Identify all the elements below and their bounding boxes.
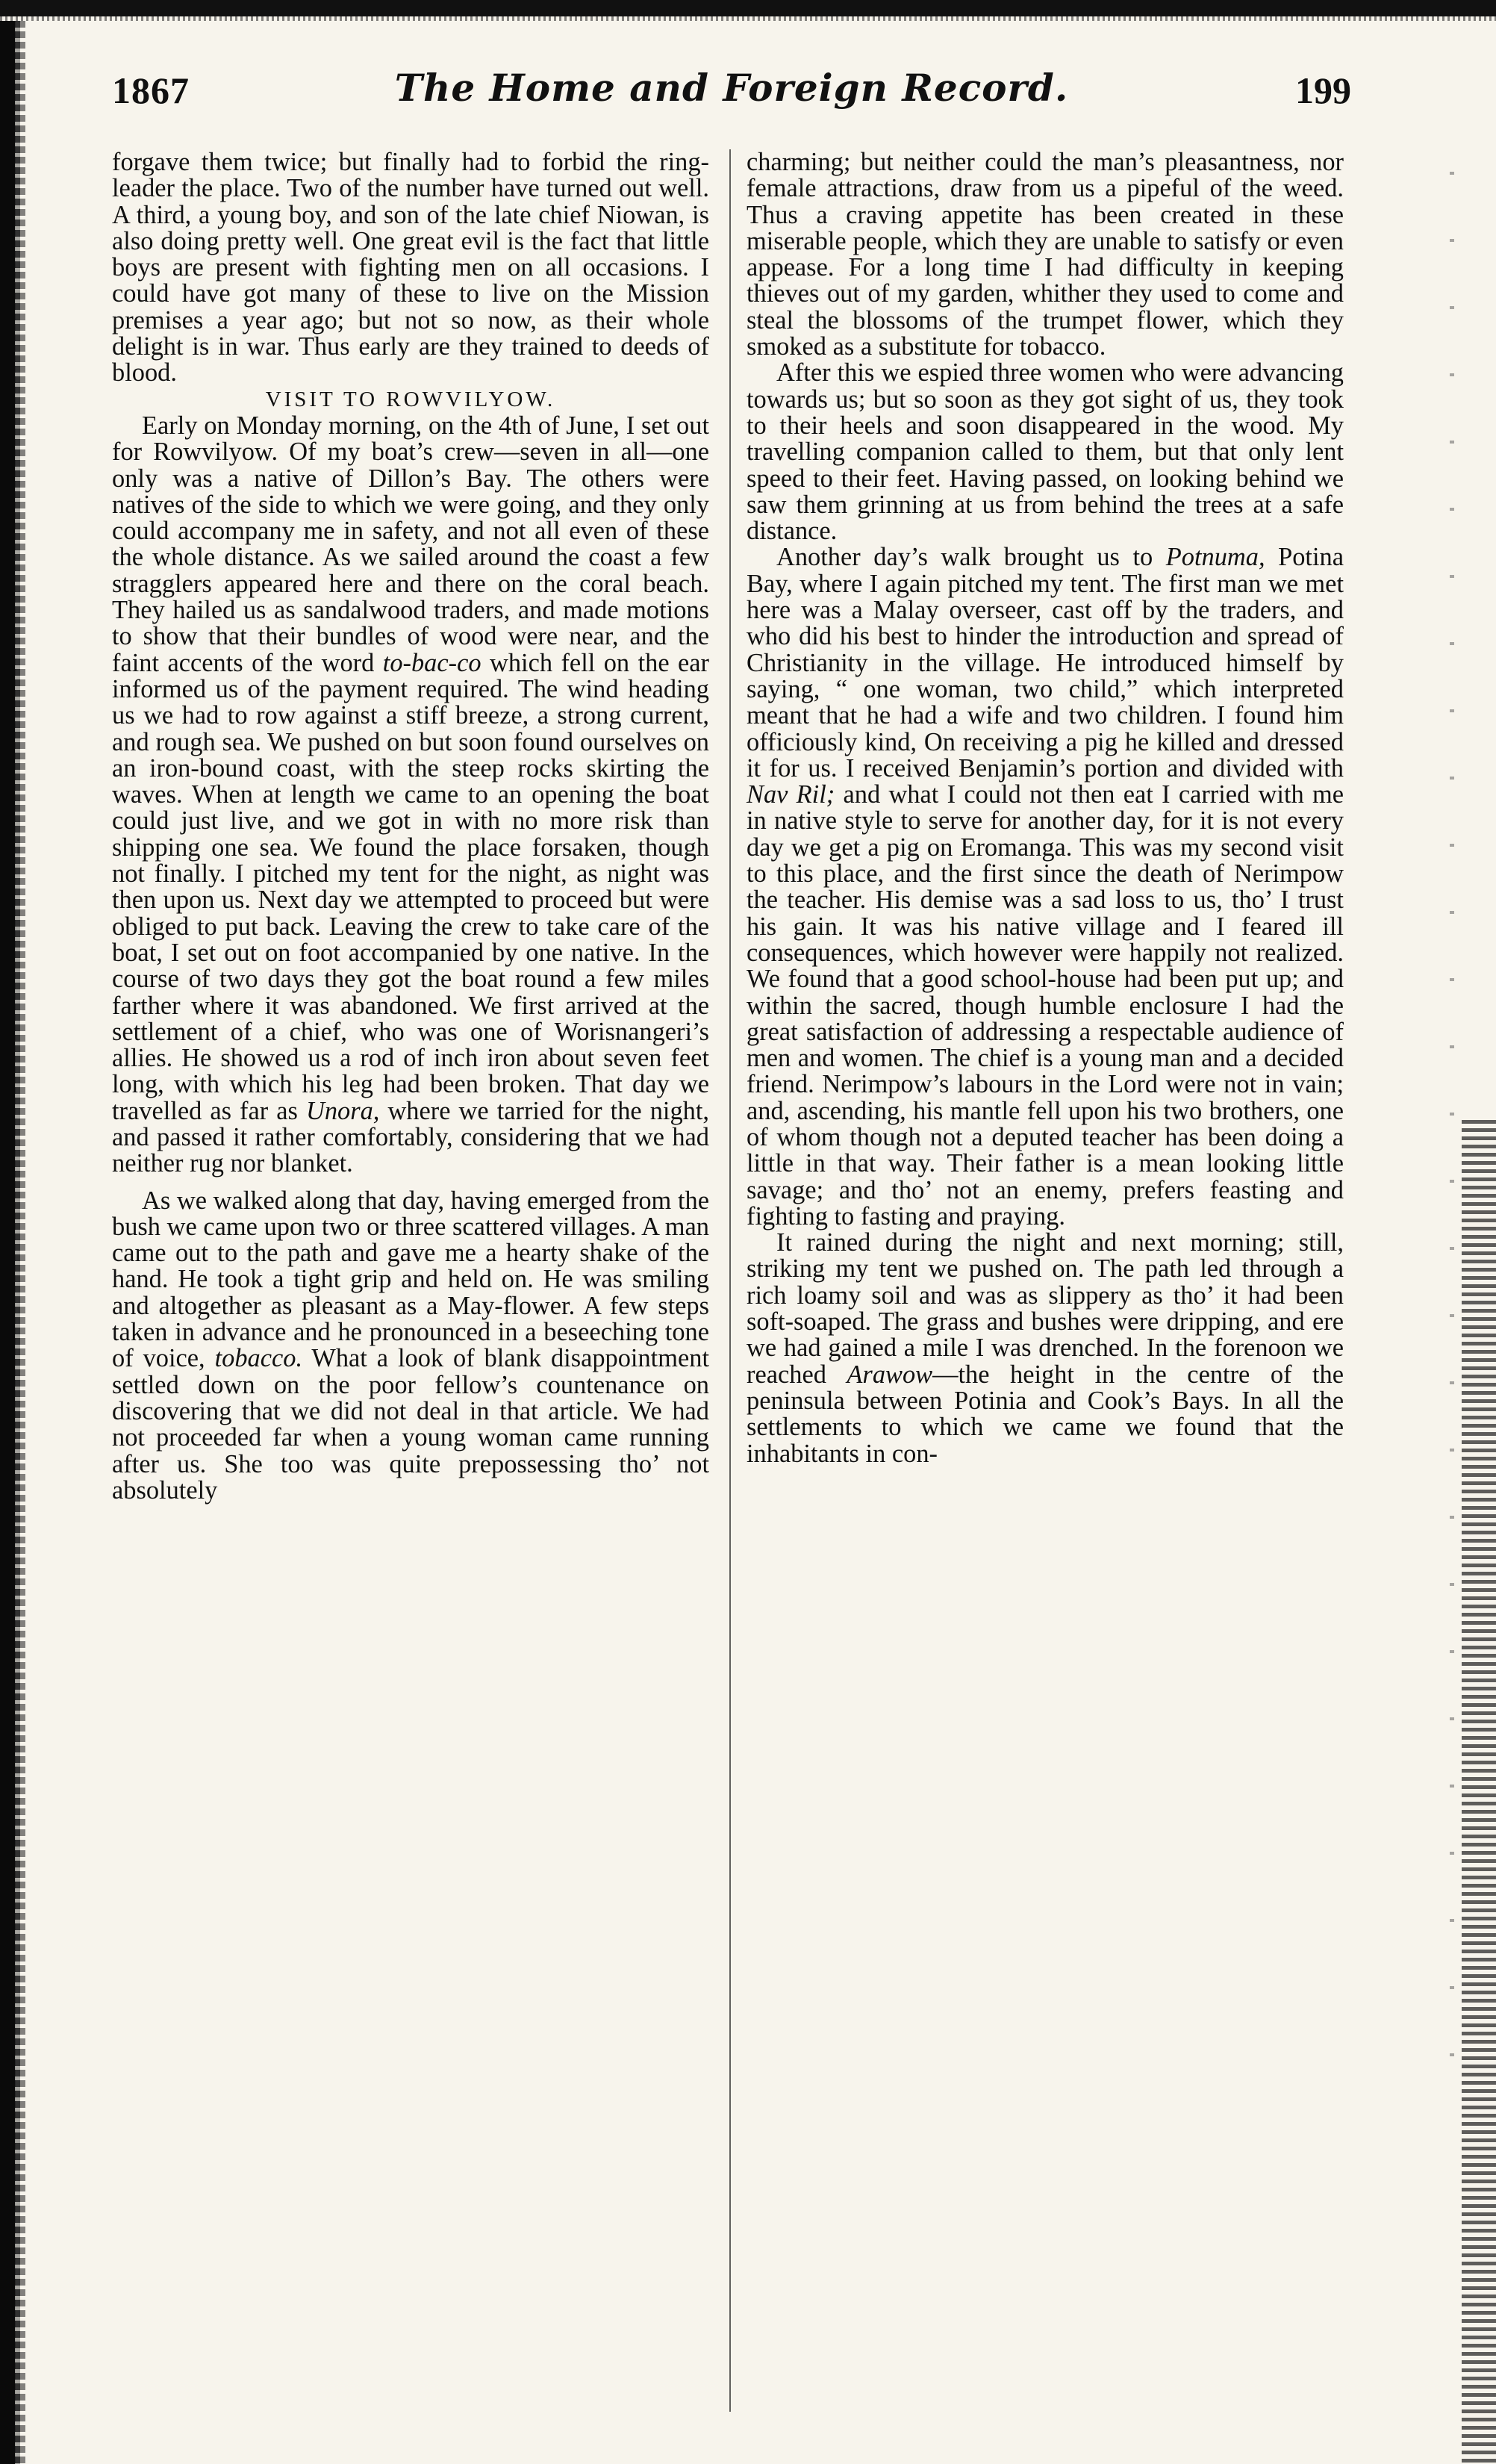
- page-number: 199: [1295, 69, 1351, 111]
- paragraph: It rained during the night and next morning; still, striking my tent we pushed on. The path led through a rich loamy soil and was as slippery as tho’ it had been soft-soaped. The grass and bushes were dripping, and ere we had gained a mile I was drenched. In the forenoon we reached Arawow—the height in the centre of the peninsula between Potinia and Cook’s Bays. In all the settlements to which we came we found that the inhabitants in con-: [747, 1228, 1344, 1468]
- left-column: [112, 149, 709, 1504]
- column-divider: [729, 149, 731, 2412]
- top-border: [0, 0, 1496, 16]
- paragraph: After this we espied three women who were advancing towards us; but so soon as they got sight of us, they took to their heels and soon disappeared in the wood. My travelling companion called to them, but that only lent speed to their feet. Having passed, on looking behind we saw them grinning at us from behind the trees at a safe distance.: [747, 358, 1344, 546]
- header-title: The Home and Foreign Record.: [394, 66, 1069, 110]
- paragraph: Early on Monday morning, on the 4th of June, I set out for Rowvilyow. Of my boat’s crew—seven in all—one only was a native of Dillon’s Bay. The others were natives of the side to which we were going, and they only could accompany me in safety, and not all even of these the whole distance. As we sailed around the coast a few stragglers appeared here and there on the coral beach. They hailed us as sandalwood traders, and made motions to show that their bundles of wood were near, and the faint accents of the word to-bac-co which fell on the ear informed us of the payment required. The wind heading us we had to row against a stiff breeze, a strong current, and rough sea. We pushed on but soon found ourselves on an iron-bound coast, with the steep rocks skirting the waves. When at length we came to an opening the boat could just live, and we got in with no more risk than shipping one sea. We found the place forsaken, though not finally. I pitched my tent for the night, as night was then upon us. Next day we attempted to proceed but were obliged to put back. Leaving the crew to take care of the boat, I set out on foot accompanied by one native. In the course of two days they got the boat round a few miles farther where it was abandoned. We first arrived at the settlement of a chief, who was one of Worisnangeri’s allies. He showed us a rod of inch iron about seven feet long, with which his leg had been broken. That day we travelled as far as Unora, where we tarried for the night, and passed it rather comfortably, considering that we had neither rug nor blanket.: [112, 411, 710, 1178]
- running-header: [112, 66, 1351, 128]
- header-year: 1867: [112, 69, 190, 111]
- top-border-texture: [0, 16, 1496, 21]
- paragraph: charming; but neither could the man’s pleasantness, nor female attractions, draw from us a pipeful of the weed. Thus a craving appetite has been created in these miserable people, which they are unable to satisfy or even appease. For a long time I had difficulty in keeping thieves out of my garden, whither they used to come and steal the blossoms of the trumpet flower, which they smoked as a substitute for tobacco.: [747, 148, 1344, 361]
- paragraph: forgave them twice; but finally had to forbid the ring-leader the place. Two of the number have turned out well. A third, a young boy, and son of the late chief Niowan, is also doing pretty well. One great evil is the fact that little boys are present with fighting men on all occasions. I could have got many of these to live on the Mission premises a year ago; but not so now, as their whole delight is in war. Thus early are they trained to deeds of blood.: [112, 148, 709, 388]
- right-margin-marks: [1450, 172, 1454, 2113]
- left-binding-texture: [15, 21, 25, 2464]
- paragraph: As we walked along that day, having emerged from the bush we came upon two or three scattered villages. A man came out to the path and gave me a hearty shake of the hand. He took a tight grip and held on. He was smiling and altogether as pleasant as a May-flower. A few steps taken in advance and he pronounced in a beseeching tone of voice, tobacco. What a look of blank disappointment settled down on the poor fellow’s countenance on discovering that we did not deal in that article. We had not proceeded far when a young woman came running after us. She too was quite prepossessing tho’ not absolutely: [112, 1186, 710, 1505]
- paragraph: Another day’s walk brought us to Potnuma, Potina Bay, where I again pitched my tent. The first man we met here was a Malay overseer, cast off by the traders, and who did his best to hinder the introduction and spread of Christianity in the village. He introduced himself by saying, “ one woman, two child,” which interpreted meant that he had a wife and two children. I found him officiously kind, On receiving a pig he killed and dressed it for us. I received Benjamin’s portion and divided with Nav Ril; and what I could not then eat I carried with me in native style to serve for another day, for it is not every day we get a pig on Eromanga. This was my second visit to this place, and the first since the death of Nerimpow the teacher. His demise was a sad loss to us, tho’ I trust his gain. It was his native village and I feared ill consequences, which however were happily not realized. We found that a good school-house had been put up; and within the sacred, though humble enclosure I had the great satisfaction of addressing a respectable audience of men and women. The chief is a young man and a decided friend. Nerimpow’s labours in the Lord were not in vain; and, ascending, his mantle fell upon his two brothers, one of whom though not a deputed teacher has been doing a little in that way. Their father is a mean looking little savage; and tho’ not an enemy, prefers feasting and fighting to fasting and praying.: [747, 543, 1344, 1231]
- right-scan-edge: [1462, 1120, 1496, 2464]
- section-heading: VISIT TO ROWVILYOW.: [265, 387, 556, 411]
- right-column: [747, 149, 1344, 1467]
